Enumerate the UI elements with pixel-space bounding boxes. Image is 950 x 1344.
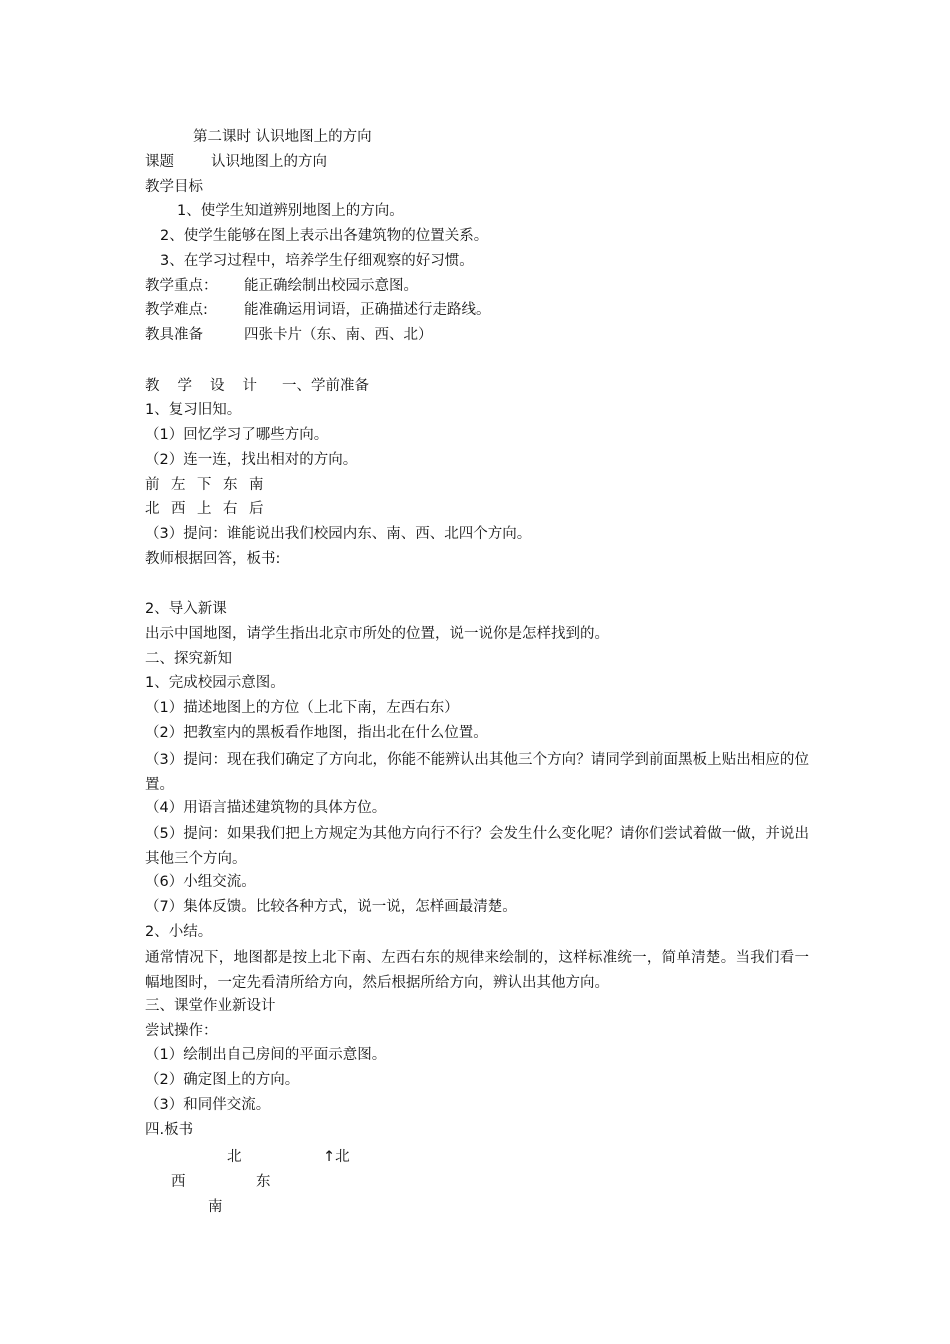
objective-item: 2、使学生能够在图上表示出各建筑物的位置关系。	[160, 228, 489, 244]
homework-item: （1）绘制出自己房间的平面示意图。	[145, 1047, 387, 1063]
board-north: 北	[227, 1149, 242, 1165]
tools-value: 四张卡片（东、南、西、北）	[244, 327, 433, 343]
summary-text: 通常情况下，地图都是按上北下南、左西右东的规律来绘制的，这样标准统一，简单清楚。当我们看一幅地图时，一定先看清所给方向，然后根据所给方向，辨认出其他方向。	[145, 950, 809, 991]
objectives-label: 教学目标	[145, 179, 203, 195]
board-south: 南	[208, 1199, 223, 1215]
topic-label: 课题	[145, 154, 174, 170]
pair-word: 右	[223, 501, 238, 517]
review-item: （2）连一连，找出相对的方向。	[145, 452, 358, 468]
pair-row-2	[145, 499, 275, 519]
board-east: 东	[256, 1174, 271, 1190]
pair-word: 上	[197, 501, 212, 517]
step-2: （2）把教室内的黑板看作地图，指出北在什么位置。	[145, 725, 488, 741]
key-point-value: 能正确绘制出校园示意图。	[244, 278, 418, 294]
question-3: （3）提问：谁能说出我们校园内东、南、西、北四个方向。	[145, 526, 532, 542]
board-west: 西	[171, 1174, 186, 1190]
pair-word: 北	[145, 501, 160, 517]
step-7: （7）集体反馈。比较各种方式，说一说，怎样画最清楚。	[145, 899, 517, 915]
pair-word: 左	[171, 477, 186, 493]
design-label: 教学设计	[145, 378, 275, 394]
homework-item: （3）和同伴交流。	[145, 1097, 271, 1113]
pair-word: 前	[145, 477, 160, 493]
pair-word: 下	[197, 477, 212, 493]
step-5: （5）提问：如果我们把上方规定为其他方向行不行？会发生什么变化呢？请你们尝试着做一做，并说出其他三个方向。	[145, 826, 809, 867]
step-3: （3）提问：现在我们确定了方向北，你能不能辨认出其他三个方向？请同学到前面黑板上贴出相应的位置。	[145, 752, 809, 793]
pair-word: 东	[223, 477, 238, 493]
board-title: 四.板书	[145, 1122, 194, 1138]
key-point-label: 教学重点：	[145, 278, 218, 294]
lesson-title: 第二课时 认识地图上的方向	[193, 129, 372, 145]
objective-item: 3、在学习过程中，培养学生仔细观察的好习惯。	[160, 253, 474, 269]
step-4: （4）用语言描述建筑物的具体方位。	[145, 800, 387, 816]
objective-item: 1、使学生知道辨别地图上的方向。	[177, 203, 404, 219]
summary-title: 2、小结。	[145, 924, 213, 940]
difficulty-label: 教学难点:	[145, 302, 208, 318]
topic-value: 认识地图上的方向	[211, 154, 327, 170]
section2-title: 二、探究新知	[145, 651, 232, 667]
review-title: 1、复习旧知。	[145, 402, 242, 418]
pair-word: 西	[171, 501, 186, 517]
step-1: （1）描述地图上的方位（上北下南，左西右东）	[145, 700, 459, 716]
review-item: （1）回忆学习了哪些方向。	[145, 427, 329, 443]
intro-title: 2、导入新课	[145, 601, 227, 617]
step-6: （6）小组交流。	[145, 874, 256, 890]
pair-row-1	[145, 475, 275, 495]
section3-title: 三、课堂作业新设计	[145, 998, 276, 1014]
homework-item: （2）确定图上的方向。	[145, 1072, 300, 1088]
board-north-arrow: ↑北	[323, 1149, 350, 1165]
pair-word: 南	[249, 477, 264, 493]
pair-word: 后	[249, 501, 264, 517]
tools-label: 教具准备	[145, 327, 203, 343]
try-label: 尝试操作：	[145, 1023, 218, 1039]
teacher-note: 教师根据回答，板书:	[145, 551, 281, 567]
intro-text: 出示中国地图，请学生指出北京市所处的位置，说一说你是怎样找到的。	[145, 626, 609, 642]
complete-map-title: 1、完成校园示意图。	[145, 675, 285, 691]
difficulty-value: 能准确运用词语，正确描述行走路线。	[244, 302, 491, 318]
section1-title: 一、学前准备	[282, 378, 369, 394]
